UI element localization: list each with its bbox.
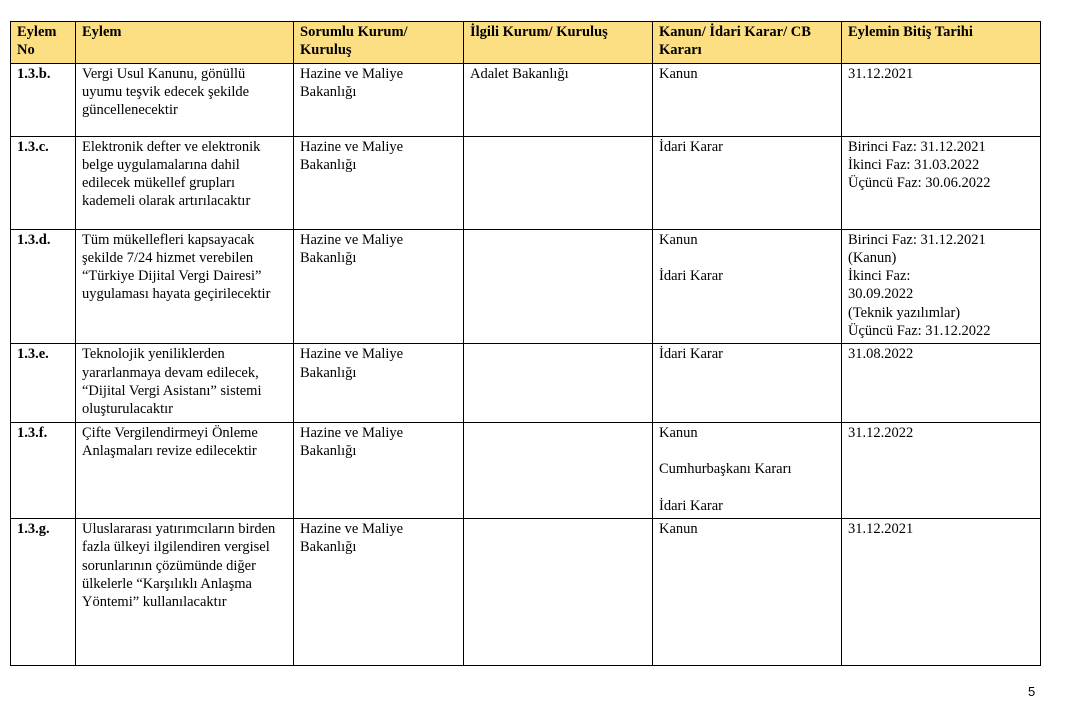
- table-row: [11, 229, 1041, 344]
- deadline-cell: [842, 344, 1041, 422]
- deadline-cell: [842, 63, 1041, 136]
- deadline-cell: [842, 519, 1041, 666]
- law-item: Kanun: [659, 424, 698, 441]
- deadline-text: 31.12.2022: [848, 424, 914, 441]
- law-item: İdari Karar: [659, 138, 723, 155]
- table-row: [11, 519, 1041, 666]
- header-action-no: Eylem No: [11, 22, 76, 64]
- action-cell: Çifte Vergilendirmeyi Önleme Anlaşmaları revize edilecektir: [76, 422, 294, 518]
- law-cell: [653, 519, 842, 666]
- law-item: İdari Karar: [659, 497, 723, 514]
- responsible-cell: Hazine ve Maliye Bakanlığı: [294, 229, 464, 344]
- deadline-text: 31.08.2022: [848, 346, 914, 363]
- action-no-cell: 1.3.f.: [11, 422, 76, 518]
- law-item: İdari Karar: [659, 268, 723, 285]
- action-no-cell: 1.3.d.: [11, 229, 76, 344]
- header-responsible-institution: Sorumlu Kurum/ Kuruluş: [294, 22, 464, 64]
- action-no-cell: 1.3.c.: [11, 136, 76, 229]
- law-item: İdari Karar: [659, 346, 723, 363]
- table-row: [11, 422, 1041, 518]
- deadline-text: Birinci Faz: 31.12.2021 (Kanun) İkinci Faz: 30.09.2022 (Teknik yazılımlar) Üçüncü Faz: 31.12.2022: [848, 231, 991, 340]
- related-cell: [464, 136, 653, 229]
- law-cell: [653, 422, 842, 518]
- law-item: Kanun: [659, 521, 698, 538]
- responsible-cell: Hazine ve Maliye Bakanlığı: [294, 344, 464, 422]
- responsible-cell: Hazine ve Maliye Bakanlığı: [294, 519, 464, 666]
- action-no-cell: 1.3.g.: [11, 519, 76, 666]
- related-cell: [464, 519, 653, 666]
- table-row: [11, 344, 1041, 422]
- action-cell: Elektronik defter ve elektronik belge uygulamalarına dahil edilecek mükellef grupları kademeli olarak artırılacaktır: [76, 136, 294, 229]
- law-cell: [653, 344, 842, 422]
- law-item: Kanun: [659, 65, 698, 82]
- responsible-cell: Hazine ve Maliye Bakanlığı: [294, 422, 464, 518]
- header-action: Eylem: [76, 22, 294, 64]
- action-no-cell: 1.3.b.: [11, 63, 76, 136]
- deadline-text: 31.12.2021: [848, 65, 914, 82]
- deadline-text: 31.12.2021: [848, 521, 914, 538]
- law-item: Cumhurbaşkanı Kararı: [659, 461, 792, 478]
- law-item: Kanun: [659, 231, 698, 248]
- action-plan-table: [10, 21, 1041, 666]
- table-row: [11, 136, 1041, 229]
- responsible-cell: Hazine ve Maliye Bakanlığı: [294, 136, 464, 229]
- page-number: 5: [1028, 684, 1036, 699]
- action-cell: Vergi Usul Kanunu, gönüllü uyumu teşvik edecek şekilde güncellenecektir: [76, 63, 294, 136]
- related-cell: [464, 344, 653, 422]
- table-row: [11, 63, 1041, 136]
- deadline-text: Birinci Faz: 31.12.2021 İkinci Faz: 31.03.2022 Üçüncü Faz: 30.06.2022: [848, 138, 991, 192]
- deadline-cell: [842, 229, 1041, 344]
- law-cell: [653, 136, 842, 229]
- law-cell: [653, 63, 842, 136]
- related-cell: [464, 229, 653, 344]
- header-deadline: Eylemin Bitiş Tarihi: [842, 22, 1041, 64]
- deadline-cell: [842, 136, 1041, 229]
- related-cell: Adalet Bakanlığı: [464, 63, 653, 136]
- responsible-cell: Hazine ve Maliye Bakanlığı: [294, 63, 464, 136]
- related-cell: [464, 422, 653, 518]
- header-related-institution: İlgili Kurum/ Kuruluş: [464, 22, 653, 64]
- action-cell: Tüm mükellefleri kapsayacak şekilde 7/24 hizmet verebilen “Türkiye Dijital Vergi Dairesi” uygulaması hayata geçirilecektir: [76, 229, 294, 344]
- deadline-cell: [842, 422, 1041, 518]
- action-cell: Teknolojik yeniliklerden yararlanmaya devam edilecek, “Dijital Vergi Asistanı” sistemi oluşturulacaktır: [76, 344, 294, 422]
- table-header-row: [11, 22, 1041, 64]
- law-cell: [653, 229, 842, 344]
- action-no-cell: 1.3.e.: [11, 344, 76, 422]
- header-law-decision: Kanun/ İdari Karar/ CB Kararı: [653, 22, 842, 64]
- action-cell: Uluslararası yatırımcıların birden fazla ülkeyi ilgilendiren vergisel sorunlarının çözümünde diğer ülkelerle “Karşılıklı Anlaşma Yöntemi” kullanılacaktır: [76, 519, 294, 666]
- table-body: [11, 63, 1041, 665]
